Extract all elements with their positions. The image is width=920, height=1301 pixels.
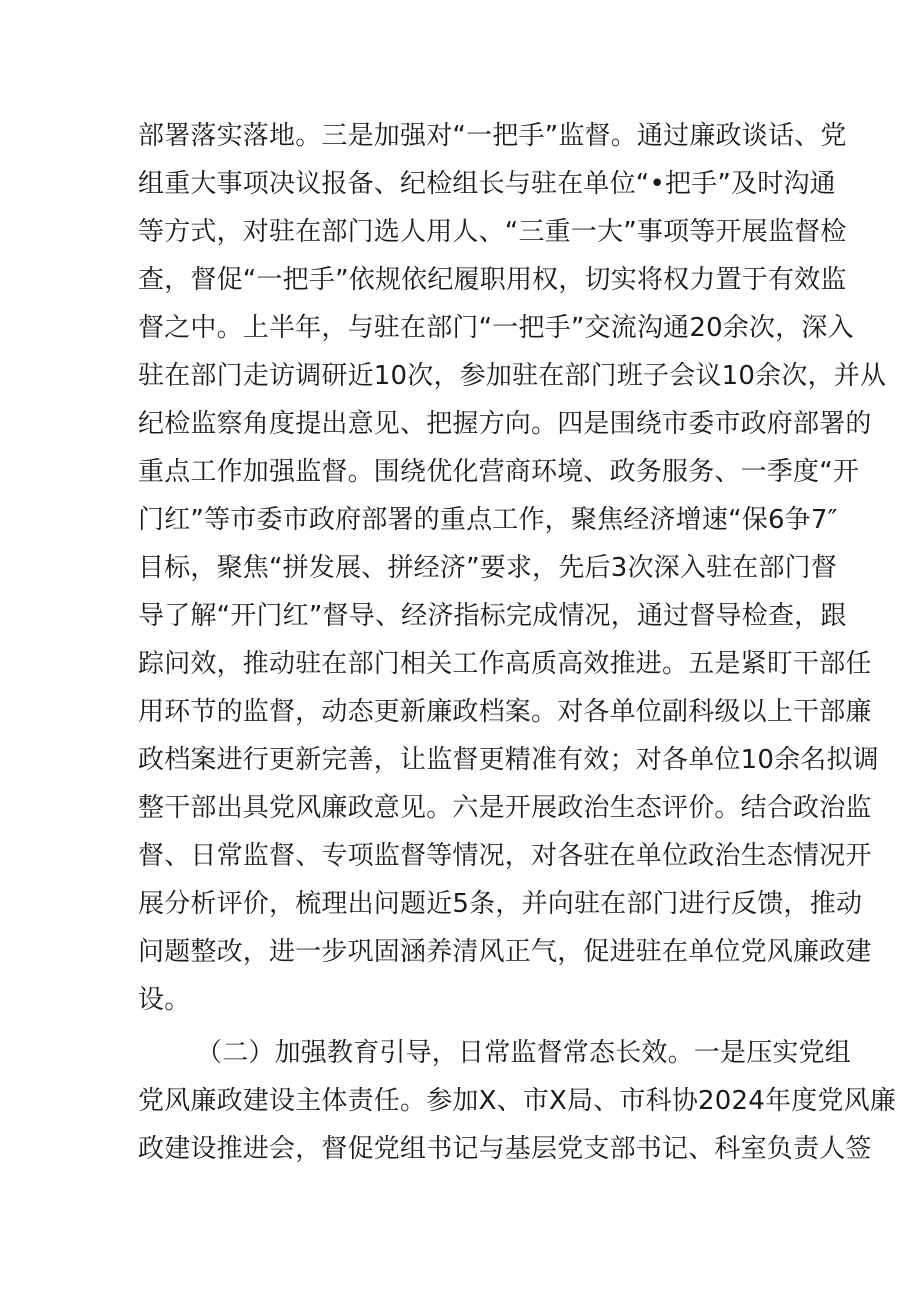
- text-line: 设。: [138, 985, 191, 1015]
- text-line: 政档案进行更新完善，让监督更精准有效；对各单位10余名拟调: [138, 745, 879, 775]
- text-line: 党风廉政建设主体责任。参加X、市X局、市科协2024年度党风廉: [138, 1086, 896, 1116]
- text-line: 导了解“开门红”督导、经济指标完成情况，通过督导检查，跟: [138, 601, 847, 631]
- text-line: 督、日常监督、专项监督等情况，对各驻在单位政治生态情况开: [138, 841, 872, 871]
- section-heading-line: （二）加强教育引导，日常监督常态长效。一是压实党组: [196, 1038, 852, 1068]
- text-line: 政建设推进会，督促党组书记与基层党支部书记、科室负责人签: [138, 1134, 872, 1164]
- text-line: 驻在部门走访调研近10次，参加驻在部门班子会议10余次，并从: [138, 361, 887, 391]
- text-line: 目标，聚焦“拼发展、拼经济”要求，先后3次深入驻在部门督: [138, 553, 838, 583]
- text-line: 踪问效，推动驻在部门相关工作高质高效推进。五是紧盯干部任: [138, 649, 872, 679]
- text-line: 组重大事项决议报备、纪检组长与驻在单位“•把手”及时沟通: [138, 169, 836, 199]
- paragraph-1: [138, 112, 887, 1024]
- text-line: 查，督促“一把手”依规依纪履职用权，切实将权力置于有效监: [138, 265, 847, 295]
- text-line: 整干部出具党风廉政意见。六是开展政治生态评价。结合政治监: [138, 793, 872, 823]
- text-line: 展分析评价，梳理出问题近5条，并向驻在部门进行反馈，推动: [138, 889, 863, 919]
- text-line: 等方式，对驻在部门选人用人、“三重一大”事项等开展监督检: [138, 217, 847, 247]
- text-line: 部署落实落地。三是加强对“一把手”监督。通过廉政谈话、党: [138, 121, 847, 151]
- text-line: 纪检监察角度提出意见、把握方向。四是围绕市委市政府部署的: [138, 409, 872, 439]
- text-line: 督之中。上半年，与驻在部门“一把手”交流沟通20余次，深入: [138, 313, 854, 343]
- text-line: 门红”等市委市政府部署的重点工作，聚焦经济增速“保6争7″: [138, 505, 838, 535]
- paragraph-2: [138, 1029, 896, 1173]
- text-line: 问题整改，进一步巩固涵养清风正气，促进驻在单位党风廉政建: [138, 937, 872, 967]
- text-line: 用环节的监督，动态更新廉政档案。对各单位副科级以上干部廉: [138, 697, 872, 727]
- text-line: 重点工作加强监督。围绕优化营商环境、政务服务、一季度“开: [138, 457, 860, 487]
